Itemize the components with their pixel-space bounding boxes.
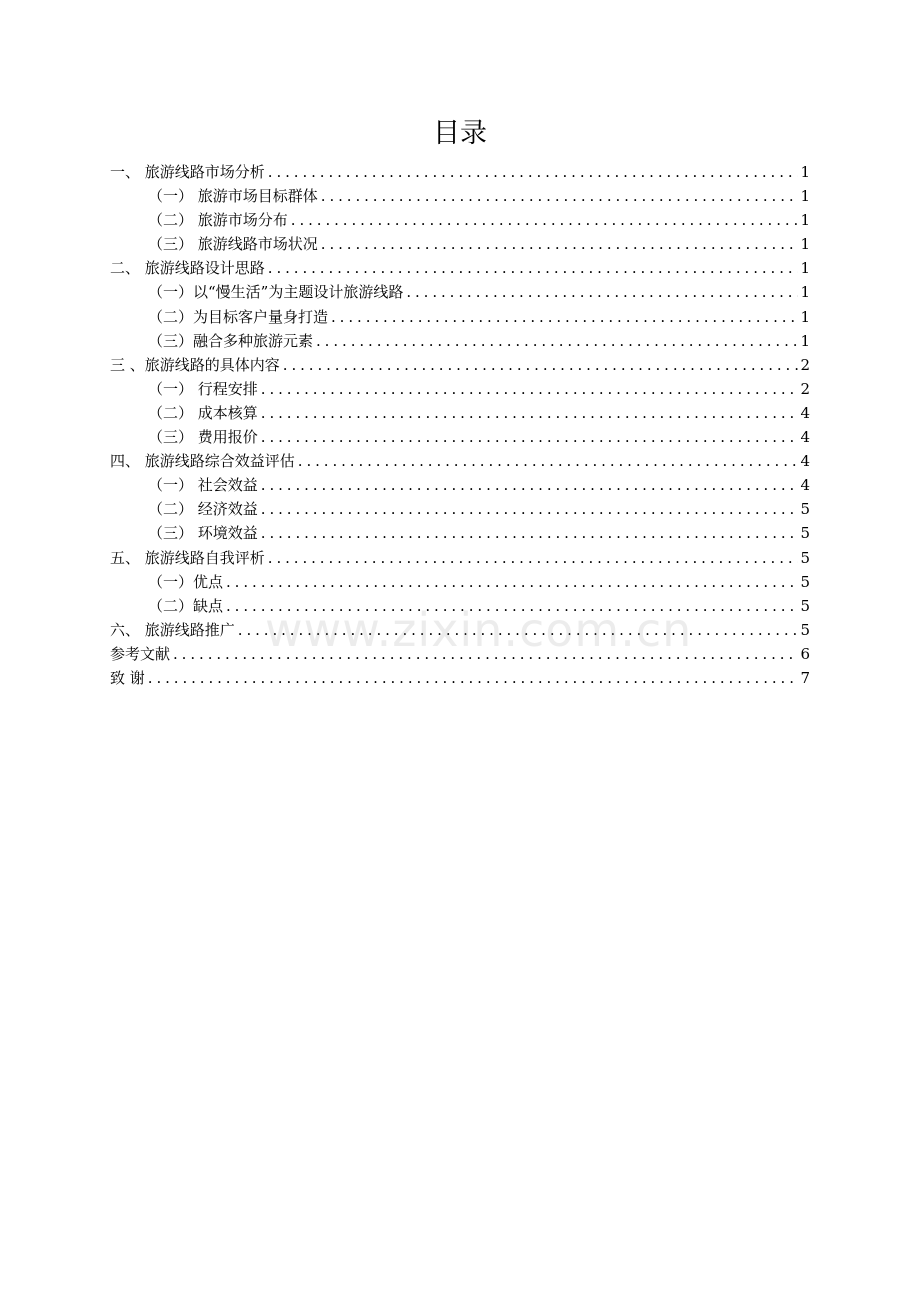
toc-page-number: 1: [800, 331, 810, 350]
toc-dot-leader: [283, 353, 799, 377]
toc-entry-label: 二、 旅游线路设计思路: [110, 259, 265, 278]
toc-page-number: 1: [800, 235, 810, 254]
toc-entry[interactable]: [110, 497, 810, 521]
toc-entry[interactable]: [110, 642, 810, 666]
toc-dot-leader: [321, 232, 799, 256]
toc-page-number: 5: [800, 596, 810, 615]
toc-entry[interactable]: [110, 232, 810, 256]
toc-entry-label: （二） 成本核算: [148, 403, 258, 422]
watermark: www.zixin.com.cn: [265, 603, 693, 657]
toc-entry[interactable]: [110, 594, 810, 618]
toc-page-number: 4: [800, 428, 810, 447]
toc-dot-leader: [238, 618, 799, 642]
toc-dot-leader: [261, 401, 799, 425]
toc-entry[interactable]: [110, 570, 810, 594]
toc-dot-leader: [298, 449, 799, 473]
toc-entry[interactable]: [110, 208, 810, 232]
toc-entry[interactable]: [110, 329, 810, 353]
toc-page-number: 5: [800, 572, 810, 591]
toc-entry-label: （三） 环境效益: [148, 524, 258, 543]
toc-entry[interactable]: [110, 377, 810, 401]
toc-page-number: 2: [800, 355, 810, 374]
toc-dot-leader: [148, 666, 799, 690]
toc-page-number: 4: [800, 476, 810, 495]
toc-entry-label: （二）为目标客户量身打造: [148, 307, 329, 326]
toc-entry-label: （二） 经济效益: [148, 500, 258, 519]
toc-dot-leader: [291, 208, 799, 232]
toc-entry-label: 致 谢: [110, 668, 145, 687]
toc-page-number: 1: [800, 259, 810, 278]
toc-page-number: 2: [800, 379, 810, 398]
toc-dot-leader: [321, 184, 799, 208]
toc-dot-leader: [261, 377, 799, 401]
toc-entry[interactable]: [110, 401, 810, 425]
toc-page-number: 5: [800, 500, 810, 519]
toc-entry[interactable]: [110, 160, 810, 184]
toc-entry-label: 一、 旅游线路市场分析: [110, 163, 265, 181]
toc-dot-leader: [226, 594, 798, 618]
toc-entry-label: （一）以“慢生活”为主题设计旅游线路: [148, 283, 404, 302]
toc-entry[interactable]: [110, 618, 810, 642]
toc-entry-label: （一） 行程安排: [148, 379, 258, 398]
toc-entry[interactable]: [110, 473, 810, 497]
toc-entry-label: （二） 旅游市场分布: [148, 211, 288, 230]
toc-page-number: 7: [800, 668, 810, 687]
toc-page-number: 1: [800, 187, 810, 206]
toc-dot-leader: [268, 546, 799, 570]
toc-page-number: 1: [800, 307, 810, 326]
toc-entry[interactable]: [110, 353, 810, 377]
toc-dot-leader: [261, 497, 799, 521]
toc-dot-leader: [331, 305, 798, 329]
toc-entry-label: 三 、旅游线路的具体内容: [110, 355, 280, 374]
toc-entry-label: 六、 旅游线路推广: [110, 620, 235, 639]
toc-page-number: 5: [800, 524, 810, 543]
toc-entry-label: （一） 社会效益: [148, 476, 258, 495]
toc-entry-label: （三）融合多种旅游元素: [148, 331, 314, 350]
toc-dot-leader: [226, 570, 798, 594]
toc-dot-leader: [268, 160, 799, 184]
toc-entry[interactable]: [110, 546, 810, 570]
toc-entry[interactable]: [110, 305, 810, 329]
toc-page-number: 4: [800, 452, 810, 471]
toc-dot-leader: [261, 425, 799, 449]
toc-entry[interactable]: [110, 425, 810, 449]
toc-dot-leader: [173, 642, 798, 666]
toc-dot-leader: [261, 473, 799, 497]
toc-page-number: 5: [800, 548, 810, 567]
toc-entry[interactable]: [110, 184, 810, 208]
toc-page-number: 4: [800, 403, 810, 422]
toc-entry[interactable]: [110, 256, 810, 280]
toc-dot-leader: [268, 256, 799, 280]
toc-entry-label: 四、 旅游线路综合效益评估: [110, 452, 295, 471]
toc-page-number: 6: [800, 644, 810, 663]
toc-entry[interactable]: [110, 666, 810, 690]
toc-entry[interactable]: [110, 280, 810, 304]
toc-dot-leader: [261, 521, 799, 545]
toc-dot-leader: [316, 329, 798, 353]
table-of-contents: [110, 160, 810, 690]
toc-page-number: 1: [800, 283, 810, 302]
toc-entry[interactable]: [110, 521, 810, 545]
toc-dot-leader: [406, 280, 798, 304]
page-title: 目录: [433, 118, 487, 149]
toc-entry-label: 五、 旅游线路自我评析: [110, 548, 265, 567]
toc-entry-label: （三） 费用报价: [148, 428, 258, 447]
toc-entry[interactable]: [110, 449, 810, 473]
toc-entry-label: 参考文献: [110, 644, 171, 663]
toc-entry-label: （一） 旅游市场目标群体: [148, 187, 318, 206]
toc-entry-label: （一）优点: [148, 572, 224, 591]
toc-entry-label: （三） 旅游线路市场状况: [148, 235, 318, 254]
toc-entry-label: （二）缺点: [148, 596, 224, 615]
toc-page-number: 5: [800, 620, 810, 639]
toc-page-number: 1: [800, 211, 810, 230]
toc-page-number: 1: [800, 163, 810, 181]
